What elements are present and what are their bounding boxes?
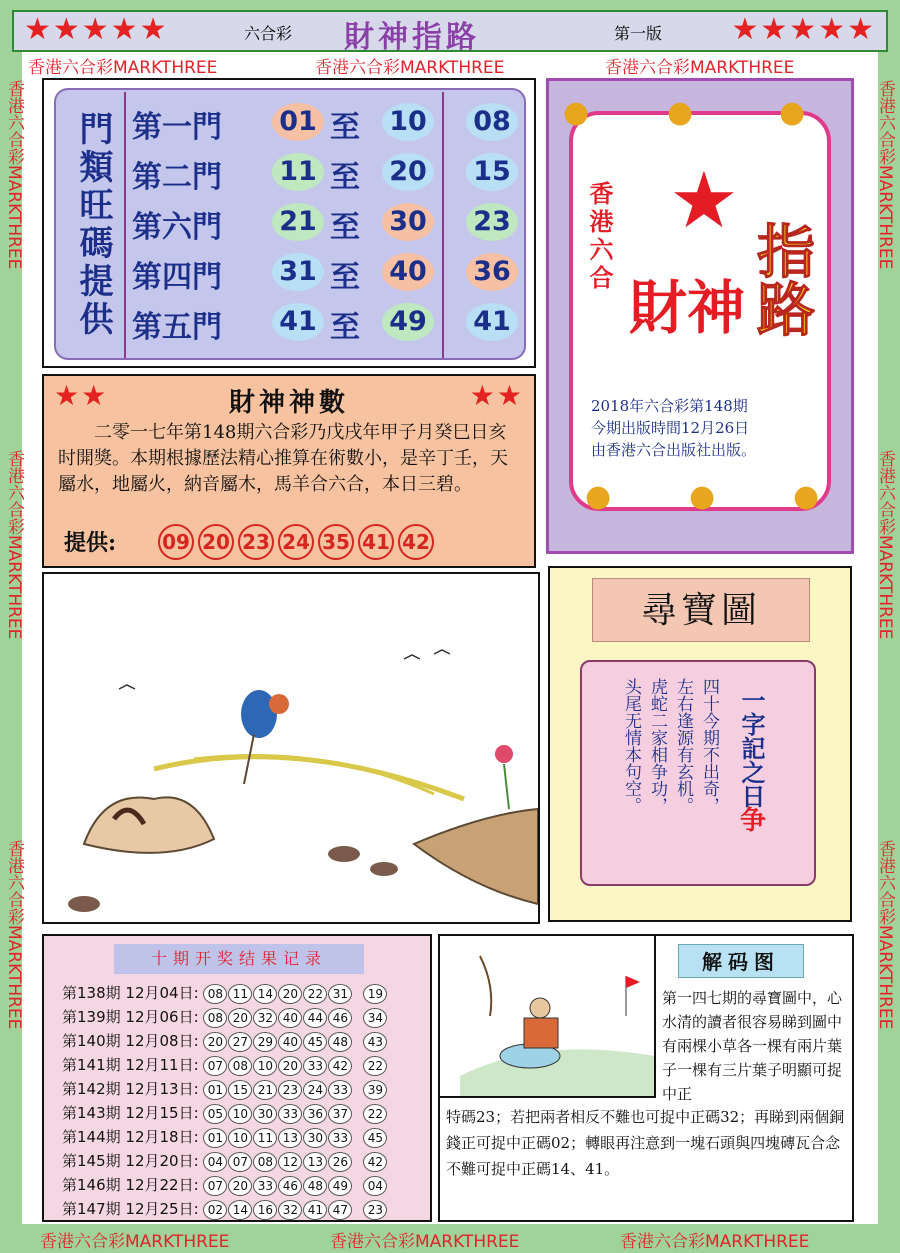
history-number: 05 <box>203 1104 227 1124</box>
history-special-number: 04 <box>363 1176 387 1196</box>
coin-icon: ● <box>779 95 806 130</box>
history-number: 29 <box>253 1032 277 1052</box>
history-number: 20 <box>228 1008 252 1028</box>
history-row <box>62 982 388 1004</box>
banner-left-3: 香港六合彩MARKTHREE <box>4 840 24 1030</box>
door-label: 第一門 <box>132 110 222 145</box>
poem-line: 四十今期不出奇， <box>699 678 719 814</box>
history-number: 46 <box>278 1176 302 1196</box>
door-to: 30 <box>382 203 434 241</box>
door-to-label: 至 <box>330 110 360 145</box>
banner-bottom-1: 香港六合彩MARKTHREE <box>40 1232 230 1252</box>
coin-icon: ● <box>563 95 590 130</box>
door-label: 第四門 <box>132 260 222 295</box>
history-period: 第139期 <box>62 1008 121 1026</box>
door-to: 20 <box>382 153 434 191</box>
header-bar <box>12 10 888 55</box>
door-to: 40 <box>382 253 434 291</box>
treasure-hint-label: 一字記之日 <box>737 688 766 808</box>
history-number: 32 <box>253 1008 277 1028</box>
history-number: 13 <box>303 1152 327 1172</box>
history-period: 第146期 <box>62 1176 121 1194</box>
door-from: 41 <box>272 303 324 341</box>
numerology-panel <box>42 374 536 568</box>
history-number: 30 <box>303 1128 327 1148</box>
banner-right-3: 香港六合彩MARKTHREE <box>875 840 895 1030</box>
lucky-number-ball: 41 <box>358 524 394 560</box>
history-number: 30 <box>253 1104 277 1124</box>
treasure-poem <box>618 678 722 868</box>
history-number: 33 <box>328 1128 352 1148</box>
door-from: 01 <box>272 103 324 141</box>
history-period: 第147期 <box>62 1200 121 1218</box>
history-number: 40 <box>278 1032 302 1052</box>
history-number: 45 <box>303 1032 327 1052</box>
history-row <box>62 1150 388 1172</box>
door-to-label: 至 <box>330 210 360 245</box>
banner-right-2: 香港六合彩MARKTHREE <box>875 450 895 640</box>
lucky-number-ball: 20 <box>198 524 234 560</box>
cover-info-line: 今期出版時間12月26日 <box>591 419 750 437</box>
door-row <box>132 150 532 194</box>
lucky-number-ball: 09 <box>158 524 194 560</box>
history-number: 24 <box>303 1080 327 1100</box>
history-number: 12 <box>278 1152 302 1172</box>
history-number: 10 <box>228 1128 252 1148</box>
history-special-number: 34 <box>363 1008 387 1028</box>
history-row <box>62 1078 388 1100</box>
history-number: 48 <box>303 1176 327 1196</box>
history-row <box>62 1030 388 1052</box>
illustration-panel <box>42 572 540 924</box>
door-pick: 08 <box>466 103 518 141</box>
banner-right-1: 香港六合彩MARKTHREE <box>875 80 895 270</box>
decode-text-bottom: 特碼23；若把兩者相反不難也可捉中正碼32；再睇到兩個銅錢正可捉中正碼02；轉眼再注意到一塊石頭與四塊磚瓦合念不難可捉中正碼14、41。 <box>446 1108 845 1178</box>
history-number: 04 <box>203 1152 227 1172</box>
history-number: 32 <box>278 1200 302 1220</box>
decode-title: 解码图 <box>678 944 804 978</box>
history-number: 15 <box>228 1080 252 1100</box>
cover-panel <box>546 78 854 554</box>
banner-top-1: 香港六合彩MARKTHREE <box>28 58 218 78</box>
history-number: 36 <box>303 1104 327 1124</box>
treasure-hint-char: 争 <box>740 806 767 836</box>
decode-text-right: 第一四七期的尋寶圖中，心水清的讀者很容易睇到圖中有兩棵小草各一棵有兩片葉子一棵有三片葉子明顯可捉中正 <box>662 989 843 1103</box>
history-date: 12月25日: <box>125 1200 199 1218</box>
history-title: 十期开奖结果记录 <box>114 944 364 974</box>
history-special-number: 19 <box>363 984 387 1004</box>
doors-panel <box>42 78 536 368</box>
banner-left-1: 香港六合彩MARKTHREE <box>4 80 24 270</box>
history-number: 08 <box>203 984 227 1004</box>
coin-icon: ● <box>585 479 612 514</box>
history-number: 02 <box>203 1200 227 1220</box>
history-number: 23 <box>278 1080 302 1100</box>
door-to: 10 <box>382 103 434 141</box>
history-period: 第138期 <box>62 984 121 1002</box>
history-number: 22 <box>303 984 327 1004</box>
header-stars-left: ★★★★★ <box>24 12 169 47</box>
bird-illustration <box>44 574 538 922</box>
history-number: 20 <box>278 1056 302 1076</box>
history-number: 33 <box>278 1104 302 1124</box>
door-to-label: 至 <box>330 160 360 195</box>
history-number: 42 <box>328 1056 352 1076</box>
coin-icon: ● <box>667 95 694 130</box>
door-row <box>132 100 532 144</box>
banner-bottom-2: 香港六合彩MARKTHREE <box>330 1232 520 1252</box>
header-title: 財神指路 <box>344 20 480 55</box>
history-number: 14 <box>228 1200 252 1220</box>
history-number: 20 <box>228 1176 252 1196</box>
history-number: 31 <box>328 984 352 1004</box>
history-number: 08 <box>228 1056 252 1076</box>
history-date: 12月13日: <box>125 1080 199 1098</box>
door-pick: 36 <box>466 253 518 291</box>
header-subtitle: 六合彩 <box>244 24 293 43</box>
treasure-title: 尋寶圖 <box>592 578 810 642</box>
treasure-panel <box>548 566 852 922</box>
history-special-number: 45 <box>363 1128 387 1148</box>
numerology-title: 財神神數 <box>228 388 349 418</box>
door-from: 21 <box>272 203 324 241</box>
numerology-stars-left: ★★ <box>54 379 109 412</box>
history-special-number: 39 <box>363 1080 387 1100</box>
history-period: 第143期 <box>62 1104 121 1122</box>
door-to: 49 <box>382 303 434 341</box>
banner-bottom-3: 香港六合彩MARKTHREE <box>620 1232 810 1252</box>
history-number: 14 <box>253 984 277 1004</box>
history-number: 26 <box>328 1152 352 1172</box>
poem-line: 虎蛇二家相争功， <box>647 678 667 814</box>
history-row <box>62 1054 388 1076</box>
decode-panel <box>438 934 854 1222</box>
history-number: 13 <box>278 1128 302 1148</box>
banner-top-2: 香港六合彩MARKTHREE <box>315 58 505 78</box>
decode-illustration <box>440 936 656 1098</box>
history-number: 49 <box>328 1176 352 1196</box>
door-row <box>132 250 532 294</box>
coin-icon: ● <box>689 479 716 514</box>
history-number: 08 <box>253 1152 277 1172</box>
door-row <box>132 300 532 344</box>
history-number: 08 <box>203 1008 227 1028</box>
door-label: 第二門 <box>132 160 222 195</box>
door-row <box>132 200 532 244</box>
history-row <box>62 1126 388 1148</box>
banner-left-2: 香港六合彩MARKTHREE <box>4 450 24 640</box>
history-number: 46 <box>328 1008 352 1028</box>
history-number: 20 <box>278 984 302 1004</box>
header-edition: 第一版 <box>614 24 663 43</box>
door-from: 31 <box>272 253 324 291</box>
history-number: 10 <box>228 1104 252 1124</box>
cover-title-end: 指路 <box>747 221 815 337</box>
history-row <box>62 1006 388 1028</box>
history-special-number: 22 <box>363 1104 387 1124</box>
star-icon: ★ <box>669 156 739 246</box>
doors-side-title: 門類旺碼提供 <box>73 111 113 339</box>
history-number: 33 <box>253 1176 277 1196</box>
history-number: 48 <box>328 1032 352 1052</box>
header-stars-right: ★★★★★ <box>731 12 876 47</box>
numerology-stars-right: ★★ <box>469 379 524 412</box>
poem-line: 头尾无情本句空。 <box>621 678 641 814</box>
door-label: 第五門 <box>132 310 222 345</box>
history-period: 第141期 <box>62 1056 121 1074</box>
history-number: 33 <box>328 1080 352 1100</box>
history-date: 12月06日: <box>125 1008 199 1026</box>
door-from: 11 <box>272 153 324 191</box>
history-number: 33 <box>303 1056 327 1076</box>
lucky-number-ball: 24 <box>278 524 314 560</box>
numerology-numbers <box>158 524 438 560</box>
history-date: 12月18日: <box>125 1128 199 1146</box>
history-special-number: 22 <box>363 1056 387 1076</box>
door-to-label: 至 <box>330 310 360 345</box>
lucky-number-ball: 42 <box>398 524 434 560</box>
history-number: 07 <box>203 1176 227 1196</box>
history-date: 12月22日: <box>125 1176 199 1194</box>
doors-divider-1 <box>124 92 126 358</box>
history-date: 12月11日: <box>125 1056 199 1074</box>
banner-top-3: 香港六合彩MARKTHREE <box>605 58 795 78</box>
history-number: 07 <box>228 1152 252 1172</box>
history-number: 44 <box>303 1008 327 1028</box>
cover-big-title: 財神 <box>629 274 746 342</box>
coin-icon: ● <box>793 479 820 514</box>
history-date: 12月08日: <box>125 1032 199 1050</box>
history-number: 01 <box>203 1080 227 1100</box>
history-special-number: 23 <box>363 1200 387 1220</box>
history-number: 20 <box>203 1032 227 1052</box>
cover-small-title: 香港六合 <box>585 181 614 293</box>
history-row <box>62 1102 388 1124</box>
history-number: 07 <box>203 1056 227 1076</box>
history-special-number: 43 <box>363 1032 387 1052</box>
history-special-number: 42 <box>363 1152 387 1172</box>
history-number: 47 <box>328 1200 352 1220</box>
history-number: 40 <box>278 1008 302 1028</box>
lucky-number-ball: 35 <box>318 524 354 560</box>
history-date: 12月20日: <box>125 1152 199 1170</box>
history-period: 第145期 <box>62 1152 121 1170</box>
door-label: 第六門 <box>132 210 222 245</box>
cover-info-line: 2018年六合彩第148期 <box>591 397 748 415</box>
cover-info-line: 由香港六合出版社出版。 <box>591 441 757 459</box>
history-date: 12月04日: <box>125 984 199 1002</box>
history-number: 16 <box>253 1200 277 1220</box>
history-number: 10 <box>253 1056 277 1076</box>
history-panel <box>42 934 432 1222</box>
decode-illustration-svg <box>440 936 654 1096</box>
door-to-label: 至 <box>330 260 360 295</box>
numerology-provide-label: 提供: <box>64 530 117 556</box>
history-number: 11 <box>228 984 252 1004</box>
lucky-number-ball: 23 <box>238 524 274 560</box>
history-number: 41 <box>303 1200 327 1220</box>
history-date: 12月15日: <box>125 1104 199 1122</box>
history-row <box>62 1198 388 1220</box>
poem-line: 左右逢源有玄机。 <box>673 678 693 814</box>
door-pick: 41 <box>466 303 518 341</box>
history-period: 第142期 <box>62 1080 121 1098</box>
history-period: 第144期 <box>62 1128 121 1146</box>
history-number: 37 <box>328 1104 352 1124</box>
door-pick: 15 <box>466 153 518 191</box>
numerology-text: 二零一七年第148期六合彩乃戊戌年甲子月癸巳日亥时開獎。本期根據歷法精心推算在術數小，是辛丁壬，天屬水，地屬火，納音屬木，馬羊合六合，本日三碧。 <box>58 422 508 495</box>
door-pick: 23 <box>466 203 518 241</box>
history-period: 第140期 <box>62 1032 121 1050</box>
cover-info <box>591 395 756 461</box>
history-number: 27 <box>228 1032 252 1052</box>
history-number: 11 <box>253 1128 277 1148</box>
history-number: 01 <box>203 1128 227 1148</box>
history-row <box>62 1174 388 1196</box>
history-number: 21 <box>253 1080 277 1100</box>
